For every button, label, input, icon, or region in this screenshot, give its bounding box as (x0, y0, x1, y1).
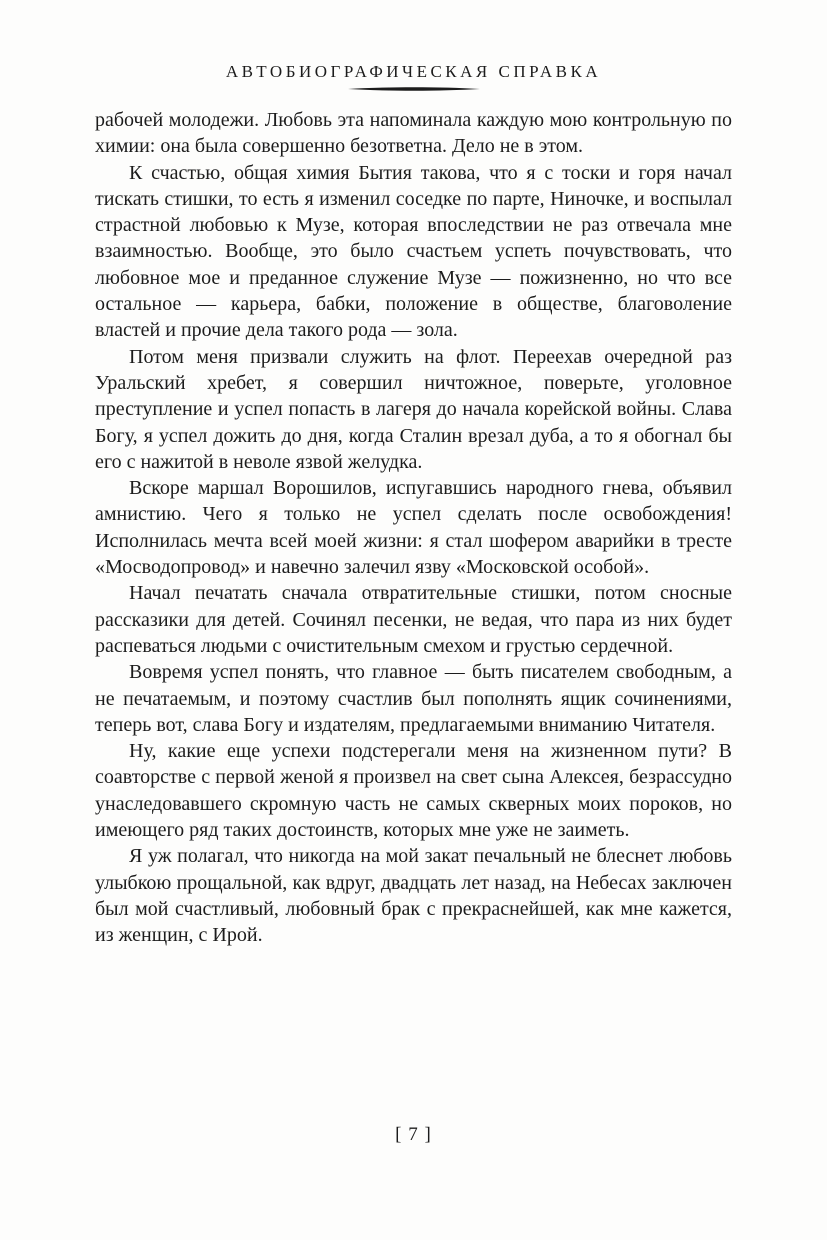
body-text (95, 107, 732, 1109)
paragraph: Потом меня призвали служить на флот. Переехав очередной раз Уральский хребет, я совершил ничтожное, поверьте, уголовное преступление и успел попасть в лагеря до начала корейской войны. Слава Богу, я успел дожить до дня, когда Сталин врезал дуба, а то я обогнал бы его с нажитой в неволе язвой желудка. (95, 345, 732, 473)
paragraph: Я уж полагал, что никогда на мой закат печальный не блеснет любовь улыбкою прощальной, как вдруг, двадцать лет назад, на Небесах заключен был мой счастливый, любовный брак с прекраснейшей, как мне кажется, из женщин, с Ирой. (95, 845, 732, 947)
paragraph: Начал печатать сначала отвратительные стишки, потом сносные рассказики для детей. Сочинял песенки, не ведая, что пара из них будет распеваться людьми с очистительным смехом и грустью сердечной. (95, 582, 732, 657)
paragraph: рабочей молодежи. Любовь эта напоминала каждую мою контрольную по химии: она была совершенно безответна. Дело не в этом. (95, 109, 732, 158)
page-number: [ 7 ] (395, 1124, 432, 1145)
paragraph: Вовремя успел понять, что главное — быть писателем свободным, а не печатаемым, и поэтому счастлив был пополнять ящик сочинениями, теперь вот, слава Богу и издателям, предлагаемыми вниманию Читателя. (95, 661, 732, 736)
paragraph: К счастью, общая химия Бытия такова, что я с тоски и горя начал тискать стишки, то есть я изменил соседке по парте, Ниночке, и воспылал страстной любовью к Музе, которая впоследствии не раз отвечала мне взаимностью. Вообще, это было счастьем успеть почувствовать, что любовное мое и преданное служение Музе — пожизненно, но что все остальное — карьера, бабки, положение в обществе, благоволение властей и прочие дела такого рода — зола. (95, 161, 732, 342)
paragraph: Ну, какие еще успехи подстерегали меня на жизненном пути? В соавторстве с первой женой я произвел на свет сына Алексея, безрассудно унаследовавшего скромную часть не самых скверных моих пороков, но имеющего ряд таких достоинств, которых мне уже не заиметь. (95, 740, 732, 842)
paragraph: Вскоре маршал Ворошилов, испугавшись народного гнева, объявил амнистию. Чего я только не успел сделать после освобождения! Исполнилась мечта всей моей жизни: я стал шофером аварийки в тресте «Мосводопровод» и навечно залечил язву «Московской особой». (95, 477, 732, 579)
header-rule (348, 86, 480, 92)
chapter-header: АВТОБИОГРАФИЧЕСКАЯ СПРАВКА (225, 62, 602, 81)
